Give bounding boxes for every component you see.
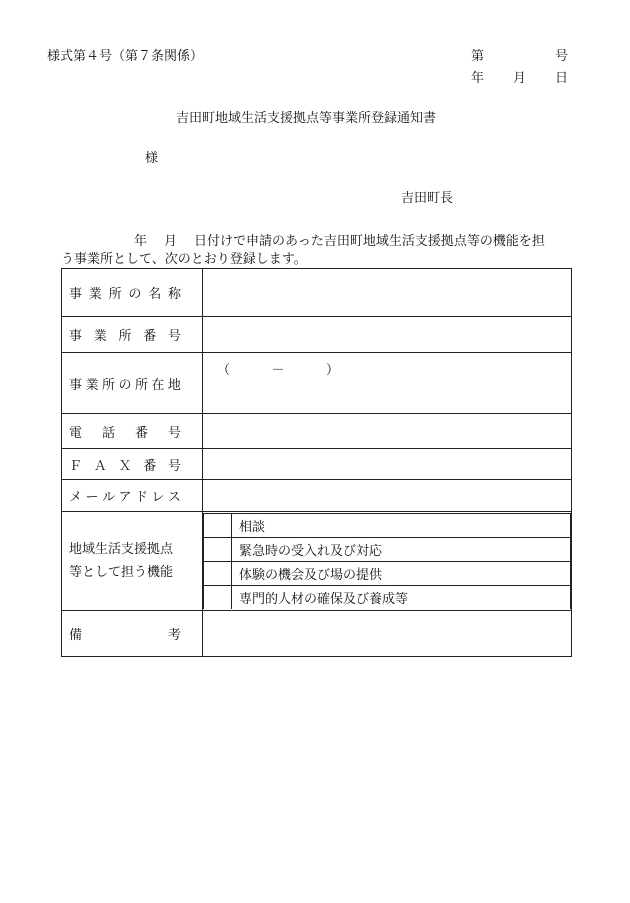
function-label: 相談 (232, 514, 571, 538)
list-item (204, 538, 571, 562)
table-row (62, 353, 572, 414)
remarks-label: 備 考 (62, 611, 203, 657)
document-number: 第 号 (471, 49, 568, 64)
function-label: 専門的人材の確保及び養成等 (232, 586, 571, 610)
row-label: Ｆ Ａ Ｘ 番 号 (62, 449, 203, 480)
phone-field[interactable] (203, 414, 572, 449)
row-label: 事 業 所 の 所 在 地 (62, 353, 203, 414)
function-checkbox[interactable] (204, 538, 232, 562)
document-title: 吉田町地域生活支援拠点等事業所登録通知書 (176, 111, 437, 126)
table-row (62, 449, 572, 480)
office-name-field[interactable] (203, 269, 572, 317)
function-checkbox[interactable] (204, 586, 232, 610)
table-row (62, 512, 572, 611)
list-item (204, 514, 571, 538)
email-field[interactable] (203, 480, 572, 512)
issuer-name: 吉田町長 (401, 191, 454, 206)
functions-list (203, 513, 571, 609)
registration-table (61, 268, 572, 657)
form-style-label: 様式第４号（第７条関係） (47, 49, 204, 64)
table-row (62, 269, 572, 317)
office-address-field[interactable] (203, 353, 572, 414)
body-line-2: う事業所として、次のとおり登録します。 (61, 252, 307, 267)
functions-label: 地域生活支援拠点 等として担う機能 (62, 512, 203, 611)
document-date: 年 月 日 (471, 71, 568, 86)
body-line-1: 年 月 日付けで申請のあった吉田町地域生活支援拠点等の機能を担 (134, 234, 545, 249)
function-checkbox[interactable] (204, 562, 232, 586)
office-number-field[interactable] (203, 317, 572, 353)
addressee-sama: 様 (145, 151, 159, 166)
fax-field[interactable] (203, 449, 572, 480)
remarks-field[interactable] (203, 611, 572, 657)
row-label: 事 業 所 番 号 (62, 317, 203, 353)
function-label: 緊急時の受入れ及び対応 (232, 538, 571, 562)
functions-cell (203, 512, 572, 611)
row-label: 電 話 番 号 (62, 414, 203, 449)
row-label: メ ー ル ア ド レ ス (62, 480, 203, 512)
list-item (204, 586, 571, 610)
list-item (204, 562, 571, 586)
function-label: 体験の機会及び場の提供 (232, 562, 571, 586)
row-label: 事 業 所 の 名 称 (62, 269, 203, 317)
postal-code-placeholder: （ － ） (217, 363, 339, 378)
function-checkbox[interactable] (204, 514, 232, 538)
table-row (62, 611, 572, 657)
table-row (62, 414, 572, 449)
table-row (62, 317, 572, 353)
table-row (62, 480, 572, 512)
